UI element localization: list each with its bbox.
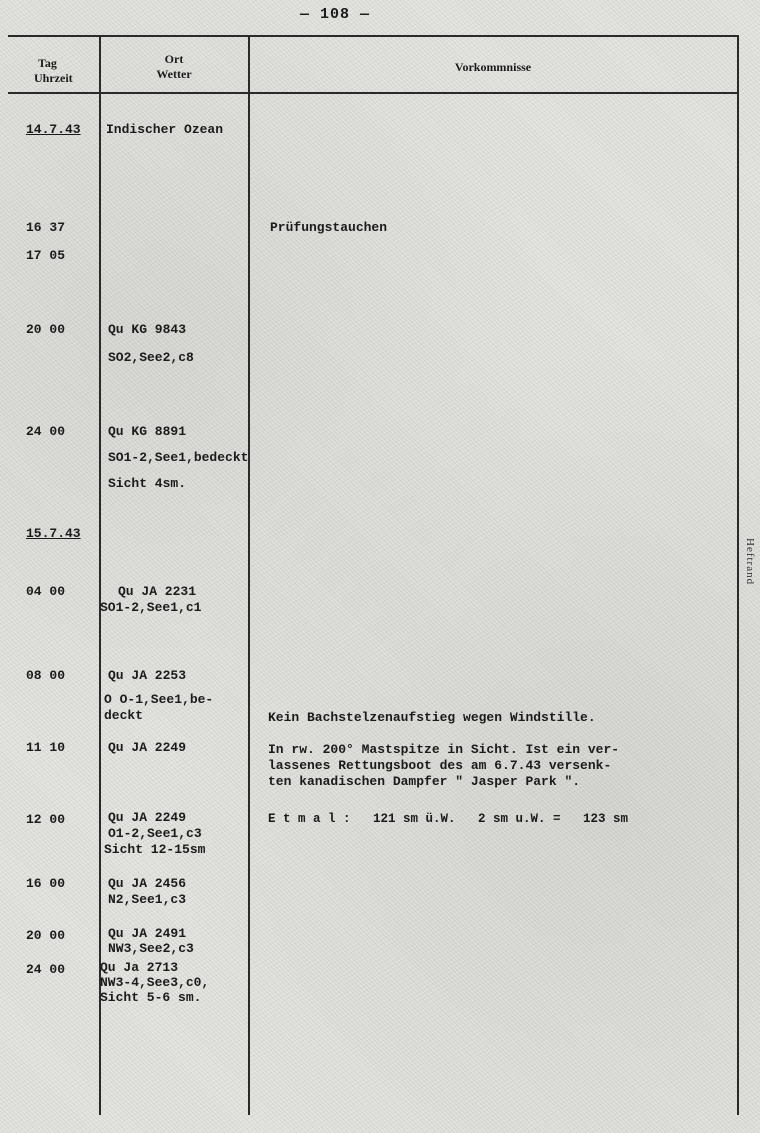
time-cell: 17 05 <box>26 248 66 263</box>
header-time <box>14 56 94 86</box>
header-weather: Wetter <box>156 67 192 81</box>
time-cell: 16 37 <box>26 220 66 235</box>
binding-margin-label: Heftrand <box>744 538 756 586</box>
event-line: lassenes Rettungsboot des am 6.7.43 versenk- <box>268 758 612 773</box>
location-line: Qu JA 2491 <box>108 926 187 941</box>
event-line: In rw. 200° Mastspitze in Sicht. Ist ein ver- <box>268 742 620 757</box>
visibility-line: Sicht 4sm. <box>108 476 187 491</box>
weather-line: N2,See1,c3 <box>108 892 187 907</box>
weather-line: NW3,See2,c3 <box>108 941 194 956</box>
weather-line: SO1-2,See1,c1 <box>100 600 202 615</box>
visibility-line: Sicht 12-15sm <box>104 842 206 857</box>
location-line: Qu JA 2249 <box>108 740 187 755</box>
time-cell: 20 00 <box>26 928 66 943</box>
event-line: Kein Bachstelzenaufstieg wegen Windstille. <box>268 710 596 725</box>
event-line: ten kanadischen Dampfer " Jasper Park ". <box>268 774 581 789</box>
time-cell: 24 00 <box>26 424 66 439</box>
etmal-line: E t m a l : 121 sm ü.W. 2 sm u.W. = 123 sm <box>268 812 629 826</box>
top-rule <box>8 35 738 37</box>
location-line: Qu JA 2456 <box>108 876 187 891</box>
time-cell: 20 00 <box>26 322 66 337</box>
location-line: Qu JA 2249 <box>108 810 187 825</box>
page-number: — 108 — <box>300 6 371 23</box>
date-cell: 14.7.43 <box>26 122 81 137</box>
column-divider-1 <box>99 35 101 1115</box>
weather-line: SO2,See2,c8 <box>108 350 194 365</box>
time-cell: 24 00 <box>26 962 66 977</box>
time-cell: 16 00 <box>26 876 66 891</box>
location-line: Qu KG 9843 <box>108 322 187 337</box>
visibility-line: Sicht 5-6 sm. <box>100 990 202 1005</box>
header-events: Vorkommnisse <box>454 60 532 74</box>
location-line: Indischer Ozean <box>106 122 224 137</box>
location-line: Qu Ja 2713 <box>100 960 179 975</box>
header-place: Ort <box>164 52 184 66</box>
event-line: Prüfungstauchen <box>270 220 388 235</box>
date-cell: 15.7.43 <box>26 526 81 541</box>
weather-line: O O-1,See1,be- <box>104 692 214 707</box>
weather-line: deckt <box>104 708 144 723</box>
header-day: Tag <box>38 56 57 70</box>
header-clock: Uhrzeit <box>34 71 73 85</box>
weather-line: O1-2,See1,c3 <box>108 826 202 841</box>
time-cell: 12 00 <box>26 812 66 827</box>
header-location <box>104 52 244 82</box>
column-divider-2 <box>248 35 250 1115</box>
location-line: Qu KG 8891 <box>108 424 187 439</box>
location-line: Qu JA 2253 <box>108 668 187 683</box>
location-line: Qu JA 2231 <box>118 584 197 599</box>
header-rule <box>8 92 738 94</box>
right-border <box>737 35 739 1115</box>
weather-line: NW3-4,See3,c0, <box>100 975 210 990</box>
time-cell: 08 00 <box>26 668 66 683</box>
weather-line: SO1-2,See1,bedeckt <box>108 450 249 465</box>
time-cell: 04 00 <box>26 584 66 599</box>
time-cell: 11 10 <box>26 740 66 755</box>
